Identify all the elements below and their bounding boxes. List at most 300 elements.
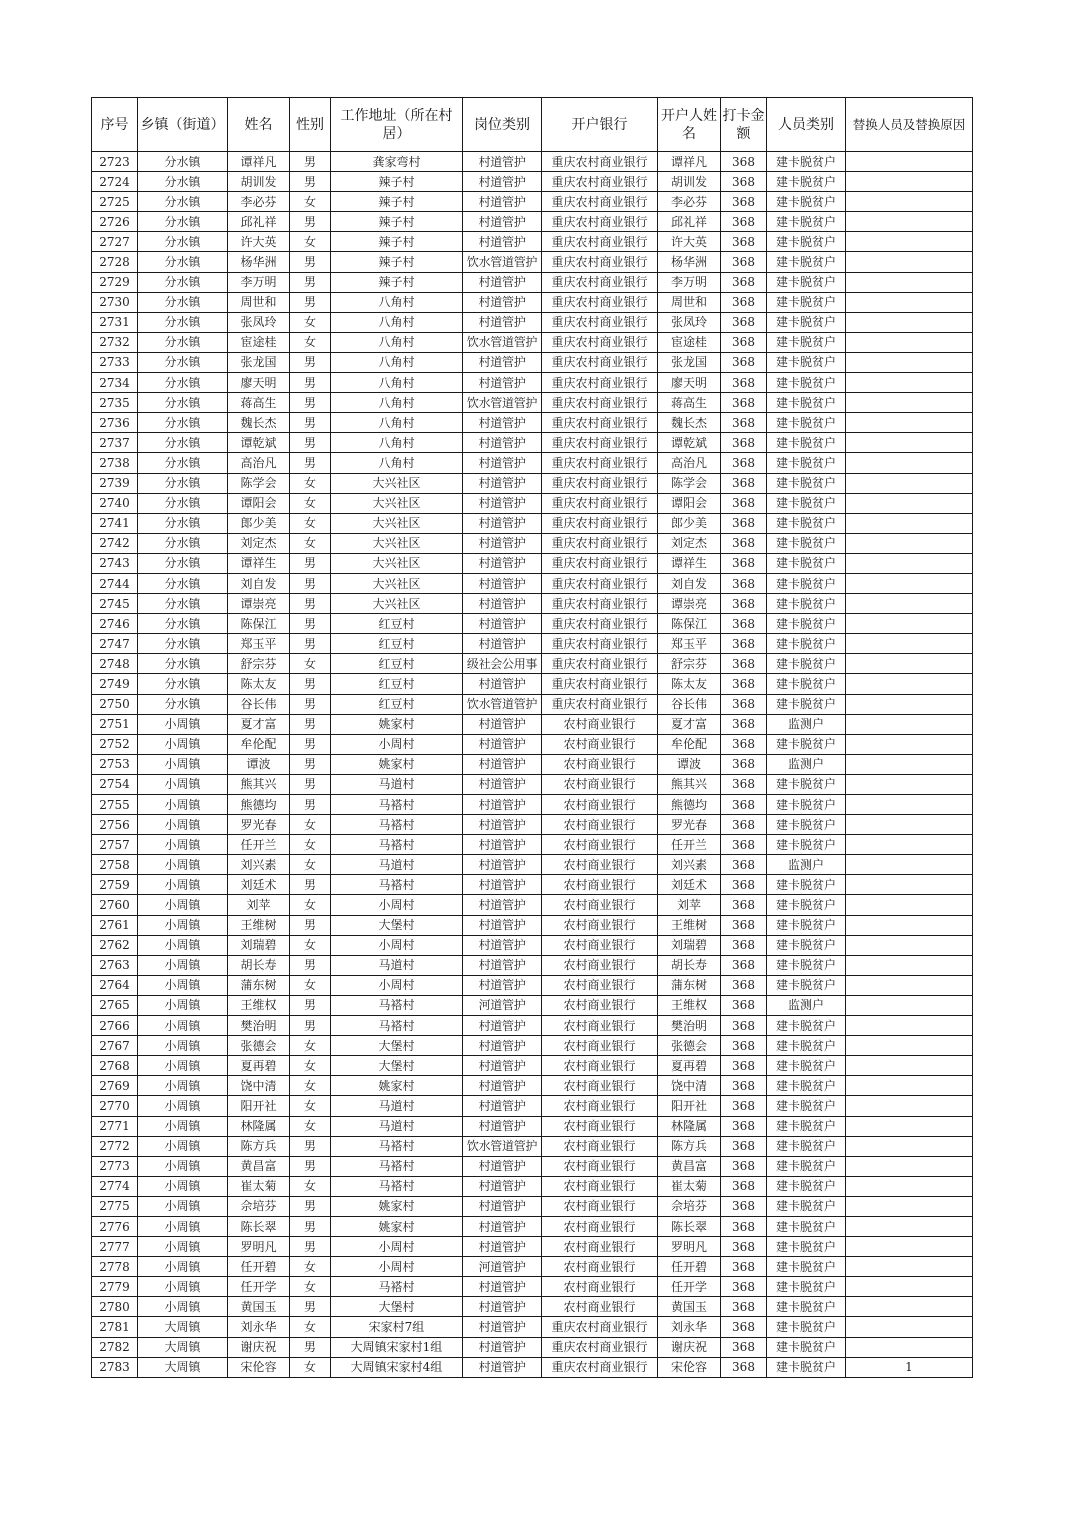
cell-amount: 368 [721,513,767,533]
cell-account-holder: 郎少美 [658,513,721,533]
cell-name: 刘廷术 [228,875,290,895]
cell-name: 魏长杰 [228,413,290,433]
cell-bank: 重庆农村商业银行 [542,1317,658,1337]
cell-person-category: 建卡脱贫户 [767,573,846,593]
cell-name: 夏再碧 [228,1056,290,1076]
cell-index: 2771 [92,1116,138,1136]
cell-person-category: 建卡脱贫户 [767,473,846,493]
cell-bank: 农村商业银行 [542,1297,658,1317]
cell-gender: 男 [290,1216,331,1236]
cell-work-address: 辣子村 [331,212,463,232]
cell-replacement [846,614,973,634]
cell-replacement [846,634,973,654]
cell-person-category: 建卡脱贫户 [767,1277,846,1297]
cell-account-holder: 任开学 [658,1277,721,1297]
table-row [92,232,973,252]
table-row [92,1156,973,1176]
cell-bank: 重庆农村商业银行 [542,594,658,614]
cell-post-type: 村道管护 [463,835,542,855]
cell-amount: 368 [721,1016,767,1036]
cell-name: 樊治明 [228,1016,290,1036]
cell-name: 王维权 [228,995,290,1015]
cell-replacement [846,553,973,573]
cell-name: 刘兴素 [228,855,290,875]
cell-town: 分水镇 [138,453,228,473]
cell-work-address: 马道村 [331,955,463,975]
table-row [92,694,973,714]
cell-post-type: 村道管护 [463,975,542,995]
cell-gender: 男 [290,352,331,372]
cell-amount: 368 [721,1076,767,1096]
table-row [92,955,973,975]
table-row [92,795,973,815]
cell-gender: 女 [290,312,331,332]
cell-work-address: 马道村 [331,774,463,794]
cell-work-address: 宋家村7组 [331,1317,463,1337]
cell-name: 熊其兴 [228,774,290,794]
cell-name: 刘定杰 [228,533,290,553]
cell-work-address: 姚家村 [331,1216,463,1236]
cell-name: 廖天明 [228,373,290,393]
cell-town: 小周镇 [138,1196,228,1216]
cell-town: 分水镇 [138,694,228,714]
cell-post-type: 村道管护 [463,875,542,895]
cell-replacement [846,1257,973,1277]
cell-gender: 女 [290,192,331,212]
cell-bank: 重庆农村商业银行 [542,312,658,332]
cell-index: 2747 [92,634,138,654]
cell-amount: 368 [721,352,767,372]
cell-person-category: 建卡脱贫户 [767,955,846,975]
table-row [92,1337,973,1357]
cell-name: 刘永华 [228,1317,290,1337]
cell-replacement [846,312,973,332]
cell-index: 2781 [92,1317,138,1337]
cell-town: 分水镇 [138,212,228,232]
cell-amount: 368 [721,232,767,252]
cell-name: 王维树 [228,915,290,935]
table-row [92,654,973,674]
cell-work-address: 辣子村 [331,172,463,192]
cell-gender: 男 [290,272,331,292]
cell-amount: 368 [721,272,767,292]
cell-account-holder: 刘自发 [658,573,721,593]
cell-work-address: 姚家村 [331,1196,463,1216]
table-row [92,252,973,272]
cell-bank: 重庆农村商业银行 [542,654,658,674]
cell-person-category: 建卡脱贫户 [767,895,846,915]
cell-amount: 368 [721,332,767,352]
cell-name: 蒋高生 [228,393,290,413]
cell-gender: 女 [290,1096,331,1116]
cell-account-holder: 佘培芬 [658,1196,721,1216]
cell-account-holder: 邱礼祥 [658,212,721,232]
cell-replacement [846,332,973,352]
cell-gender: 女 [290,473,331,493]
cell-person-category: 建卡脱贫户 [767,1317,846,1337]
cell-replacement [846,272,973,292]
cell-amount: 368 [721,795,767,815]
table-row [92,1036,973,1056]
cell-person-category: 建卡脱贫户 [767,332,846,352]
cell-person-category: 建卡脱贫户 [767,252,846,272]
cell-gender: 男 [290,594,331,614]
cell-town: 分水镇 [138,413,228,433]
cell-index: 2756 [92,815,138,835]
cell-person-category: 建卡脱贫户 [767,1357,846,1377]
table-row [92,352,973,372]
cell-post-type: 村道管护 [463,172,542,192]
cell-account-holder: 熊其兴 [658,774,721,794]
cell-post-type: 村道管护 [463,152,542,172]
cell-gender: 男 [290,1136,331,1156]
cell-person-category: 建卡脱贫户 [767,152,846,172]
cell-index: 2745 [92,594,138,614]
cell-gender: 男 [290,1156,331,1176]
cell-person-category: 建卡脱贫户 [767,634,846,654]
cell-bank: 农村商业银行 [542,1056,658,1076]
cell-person-category: 建卡脱贫户 [767,1136,846,1156]
cell-person-category: 建卡脱贫户 [767,774,846,794]
cell-work-address: 马褡村 [331,1136,463,1156]
cell-post-type: 村道管护 [463,493,542,513]
cell-account-holder: 饶中清 [658,1076,721,1096]
cell-index: 2746 [92,614,138,634]
cell-town: 小周镇 [138,1237,228,1257]
cell-person-category: 建卡脱贫户 [767,553,846,573]
cell-index: 2724 [92,172,138,192]
cell-index: 2739 [92,473,138,493]
table-row [92,1237,973,1257]
cell-account-holder: 夏才富 [658,714,721,734]
cell-town: 小周镇 [138,995,228,1015]
cell-bank: 重庆农村商业银行 [542,513,658,533]
cell-town: 小周镇 [138,1156,228,1176]
cell-bank: 农村商业银行 [542,1176,658,1196]
cell-replacement [846,674,973,694]
cell-replacement [846,975,973,995]
cell-work-address: 马褡村 [331,875,463,895]
cell-index: 2749 [92,674,138,694]
cell-replacement [846,694,973,714]
cell-bank: 重庆农村商业银行 [542,473,658,493]
table-row [92,614,973,634]
cell-bank: 重庆农村商业银行 [542,172,658,192]
cell-gender: 男 [290,152,331,172]
cell-amount: 368 [721,1136,767,1156]
cell-name: 谢庆祝 [228,1337,290,1357]
cell-gender: 女 [290,1176,331,1196]
table-row [92,1076,973,1096]
cell-name: 胡训发 [228,172,290,192]
cell-name: 谭崇亮 [228,594,290,614]
table-row [92,1116,973,1136]
cell-person-category: 建卡脱贫户 [767,373,846,393]
cell-town: 小周镇 [138,1056,228,1076]
cell-amount: 368 [721,754,767,774]
cell-index: 2755 [92,795,138,815]
cell-town: 分水镇 [138,553,228,573]
cell-work-address: 姚家村 [331,714,463,734]
cell-person-category: 建卡脱贫户 [767,1297,846,1317]
cell-post-type: 村道管护 [463,413,542,433]
cell-town: 分水镇 [138,473,228,493]
cell-gender: 男 [290,995,331,1015]
cell-index: 2754 [92,774,138,794]
cell-bank: 农村商业银行 [542,1136,658,1156]
cell-amount: 368 [721,212,767,232]
cell-index: 2738 [92,453,138,473]
cell-gender: 女 [290,1257,331,1277]
cell-account-holder: 谭波 [658,754,721,774]
cell-work-address: 马褡村 [331,1016,463,1036]
table-row [92,393,973,413]
cell-town: 分水镇 [138,513,228,533]
table-row [92,875,973,895]
cell-post-type: 村道管护 [463,795,542,815]
cell-town: 小周镇 [138,774,228,794]
cell-bank: 农村商业银行 [542,734,658,754]
cell-town: 分水镇 [138,292,228,312]
cell-amount: 368 [721,895,767,915]
cell-account-holder: 谢庆祝 [658,1337,721,1357]
cell-bank: 农村商业银行 [542,1156,658,1176]
cell-replacement [846,573,973,593]
cell-work-address: 大兴社区 [331,594,463,614]
cell-name: 郑玉平 [228,634,290,654]
cell-post-type: 村道管护 [463,614,542,634]
table-row [92,674,973,694]
cell-account-holder: 陈方兵 [658,1136,721,1156]
cell-post-type: 村道管护 [463,373,542,393]
cell-town: 分水镇 [138,654,228,674]
cell-person-category: 建卡脱贫户 [767,1337,846,1357]
cell-amount: 368 [721,1357,767,1377]
cell-town: 分水镇 [138,614,228,634]
cell-name: 熊德均 [228,795,290,815]
table-row [92,513,973,533]
cell-post-type: 村道管护 [463,1096,542,1116]
cell-gender: 男 [290,754,331,774]
cell-town: 分水镇 [138,393,228,413]
cell-account-holder: 蒋高生 [658,393,721,413]
cell-replacement [846,1156,973,1176]
cell-index: 2729 [92,272,138,292]
cell-replacement [846,1076,973,1096]
cell-bank: 重庆农村商业银行 [542,272,658,292]
cell-post-type: 饮水管道管护 [463,694,542,714]
cell-person-category: 建卡脱贫户 [767,1036,846,1056]
cell-town: 小周镇 [138,875,228,895]
cell-index: 2766 [92,1016,138,1036]
cell-gender: 女 [290,1357,331,1377]
cell-work-address: 龚家弯村 [331,152,463,172]
cell-bank: 重庆农村商业银行 [542,393,658,413]
cell-town: 分水镇 [138,192,228,212]
table-row [92,915,973,935]
cell-post-type: 村道管护 [463,513,542,533]
cell-name: 邱礼祥 [228,212,290,232]
cell-amount: 368 [721,373,767,393]
cell-replacement [846,393,973,413]
cell-post-type: 村道管护 [463,1216,542,1236]
table-row [92,473,973,493]
cell-gender: 男 [290,694,331,714]
cell-index: 2725 [92,192,138,212]
cell-bank: 重庆农村商业银行 [542,433,658,453]
cell-gender: 女 [290,1076,331,1096]
cell-work-address: 马道村 [331,1096,463,1116]
cell-account-holder: 刘苹 [658,895,721,915]
cell-account-holder: 蒲东树 [658,975,721,995]
cell-replacement [846,433,973,453]
cell-amount: 368 [721,1277,767,1297]
cell-work-address: 八角村 [331,352,463,372]
cell-amount: 368 [721,493,767,513]
cell-index: 2772 [92,1136,138,1156]
cell-index: 2767 [92,1036,138,1056]
cell-name: 胡长寿 [228,955,290,975]
cell-account-holder: 周世和 [658,292,721,312]
cell-town: 小周镇 [138,1136,228,1156]
cell-name: 谭乾斌 [228,433,290,453]
cell-bank: 农村商业银行 [542,1076,658,1096]
cell-post-type: 村道管护 [463,192,542,212]
cell-post-type: 村道管护 [463,1116,542,1136]
cell-post-type: 村道管护 [463,272,542,292]
cell-post-type: 村道管护 [463,473,542,493]
table-row [92,433,973,453]
cell-gender: 男 [290,1196,331,1216]
cell-amount: 368 [721,553,767,573]
cell-work-address: 红豆村 [331,674,463,694]
cell-bank: 农村商业银行 [542,774,658,794]
cell-town: 小周镇 [138,1016,228,1036]
cell-gender: 男 [290,573,331,593]
cell-gender: 男 [290,774,331,794]
cell-town: 分水镇 [138,252,228,272]
cell-bank: 农村商业银行 [542,895,658,915]
cell-account-holder: 谭崇亮 [658,594,721,614]
cell-work-address: 马褡村 [331,835,463,855]
table-row [92,152,973,172]
cell-account-holder: 宋伦容 [658,1357,721,1377]
cell-gender: 男 [290,875,331,895]
cell-name: 陈太友 [228,674,290,694]
cell-name: 高治凡 [228,453,290,473]
cell-town: 小周镇 [138,855,228,875]
cell-bank: 农村商业银行 [542,1277,658,1297]
cell-town: 小周镇 [138,1257,228,1277]
table-row [92,553,973,573]
cell-amount: 368 [721,252,767,272]
cell-work-address: 姚家村 [331,754,463,774]
cell-gender: 女 [290,1317,331,1337]
table-row [92,453,973,473]
cell-name: 舒宗芬 [228,654,290,674]
cell-replacement [846,413,973,433]
cell-work-address: 小周村 [331,1257,463,1277]
cell-amount: 368 [721,955,767,975]
cell-gender: 男 [290,634,331,654]
cell-post-type: 村道管护 [463,312,542,332]
cell-person-category: 监测户 [767,754,846,774]
cell-work-address: 大兴社区 [331,513,463,533]
cell-person-category: 建卡脱贫户 [767,172,846,192]
cell-replacement [846,1016,973,1036]
cell-account-holder: 熊德均 [658,795,721,815]
cell-replacement [846,533,973,553]
cell-amount: 368 [721,393,767,413]
cell-amount: 368 [721,935,767,955]
table-row [92,594,973,614]
cell-replacement [846,1297,973,1317]
cell-person-category: 建卡脱贫户 [767,533,846,553]
cell-index: 2770 [92,1096,138,1116]
header-person-category: 人员类别 [767,98,846,152]
cell-town: 分水镇 [138,172,228,192]
cell-bank: 农村商业银行 [542,815,658,835]
cell-town: 分水镇 [138,674,228,694]
cell-gender: 男 [290,795,331,815]
cell-index: 2778 [92,1257,138,1277]
cell-person-category: 建卡脱贫户 [767,1076,846,1096]
cell-amount: 368 [721,614,767,634]
cell-amount: 368 [721,1056,767,1076]
table-row [92,212,973,232]
cell-gender: 男 [290,553,331,573]
cell-bank: 农村商业银行 [542,1216,658,1236]
cell-post-type: 饮水管道管护 [463,393,542,413]
cell-index: 2742 [92,533,138,553]
cell-work-address: 大堡村 [331,1056,463,1076]
cell-name: 饶中清 [228,1076,290,1096]
table-row [92,1317,973,1337]
table-row [92,1297,973,1317]
cell-post-type: 饮水管道管护 [463,332,542,352]
cell-person-category: 建卡脱贫户 [767,835,846,855]
cell-work-address: 辣子村 [331,252,463,272]
cell-name: 任开碧 [228,1257,290,1277]
cell-name: 罗明凡 [228,1237,290,1257]
cell-post-type: 村道管护 [463,734,542,754]
cell-post-type: 村道管护 [463,855,542,875]
cell-account-holder: 罗明凡 [658,1237,721,1257]
cell-account-holder: 谷长伟 [658,694,721,714]
cell-town: 大周镇 [138,1337,228,1357]
cell-index: 2779 [92,1277,138,1297]
cell-gender: 男 [290,172,331,192]
cell-person-category: 建卡脱贫户 [767,212,846,232]
table-row [92,975,973,995]
cell-bank: 农村商业银行 [542,1257,658,1277]
cell-person-category: 建卡脱贫户 [767,1016,846,1036]
cell-post-type: 村道管护 [463,553,542,573]
cell-post-type: 村道管护 [463,935,542,955]
cell-account-holder: 罗光春 [658,815,721,835]
cell-index: 2776 [92,1216,138,1236]
cell-account-holder: 郑玉平 [658,634,721,654]
table-body [92,152,973,1378]
cell-work-address: 小周村 [331,935,463,955]
cell-person-category: 建卡脱贫户 [767,1257,846,1277]
cell-bank: 农村商业银行 [542,915,658,935]
cell-index: 2765 [92,995,138,1015]
cell-gender: 女 [290,1116,331,1136]
cell-amount: 368 [721,1337,767,1357]
cell-name: 张龙国 [228,352,290,372]
cell-index: 2775 [92,1196,138,1216]
